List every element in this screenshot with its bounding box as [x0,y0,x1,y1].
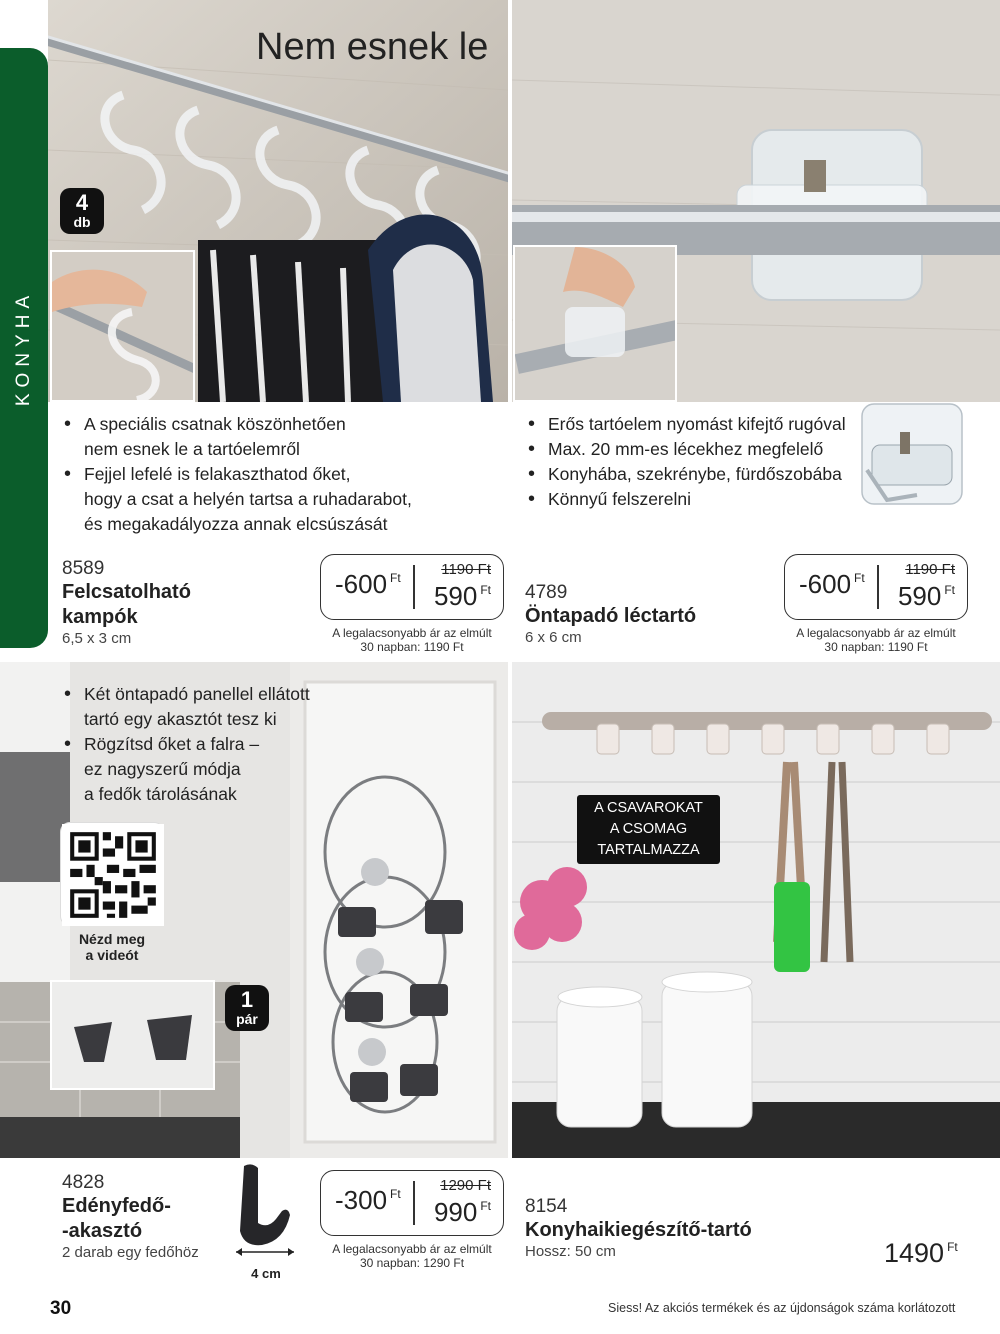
quantity-badge: 4 db [60,188,104,234]
new-price: 990 $^{Ft}$ [433,1197,491,1227]
product-size: 2 darab egy fedőhöz [62,1244,199,1261]
product-3-info [62,1172,199,1261]
discount-amount: -600 $^{Ft}$ [335,569,401,599]
product-3-price-box [320,1170,504,1236]
product-size: Hossz: 50 cm [525,1243,616,1260]
product-2-info [525,582,696,646]
product-4-info [525,1196,752,1260]
discount-amount: -600 $^{Ft}$ [799,569,865,599]
page-headline: Nem esnek le [256,26,489,68]
feature-item: • Fejjel lefelé is felakaszthatod őket, hogy a csat a helyén tartsa a ruhadarabot, és megakadályozza annak elcsúszását [62,462,412,537]
footer-disclaimer: Siess! Az akciós termékek és az újdonságok száma korlátozott [608,1301,956,1315]
qr-caption: Nézd meg a videót [78,931,146,963]
new-price: 590 $^{Ft}$ [433,581,491,611]
feature-item: • Erős tartóelem nyomást kifejtő rugóval [526,412,846,437]
lowest-price-note: A legalacsonyabb ár az elmúlt 30 napban: 1190 Ft [796,626,956,654]
feature-item: • A speciális csatnak köszönhetően nem esnek le a tartóelemről [62,412,412,462]
product-size: 6 x 6 cm [525,629,582,646]
lowest-price-note: A legalacsonyabb ár az elmúlt 30 napban: 1190 Ft [332,626,492,654]
holder-inset-photo [513,245,677,402]
quantity-badge: 1 pár [225,985,269,1031]
product-size: 6,5 x 3 cm [62,630,132,647]
old-price: 1290 Ft [440,1177,491,1194]
product-4-price: 1490 $^{Ft}$ [884,1238,958,1268]
feature-item: • Konyhába, szekrénybe, fürdőszobába [526,462,846,487]
price-divider [413,565,415,609]
feature-item: • Rögzítsd őket a falra – ez nagyszerű módja a fedők tárolásának [62,732,310,807]
feature-item: • Két öntapadó panellel ellátott tartó egy akasztót tesz ki [62,682,310,732]
product-code: 4828 [62,1172,105,1193]
price-divider [877,565,879,609]
product-1-info [62,558,191,647]
product-2-features [526,412,846,512]
holder-product-photo [842,400,967,512]
sidebar-label: KONYHA [13,289,34,407]
lid-holder-inset-photo [50,980,215,1090]
product-1-price-box [320,554,504,620]
product-3-features [62,682,310,807]
hook-dimension-graphic [232,1162,300,1284]
new-price: 590 $^{Ft}$ [897,581,955,611]
product-name: Edényfedő- -akasztó [62,1195,171,1242]
category-sidebar [0,48,48,648]
product-code: 4789 [525,582,568,603]
old-price: 1190 Ft [905,561,955,578]
product-name: Konyhaikiegészítő-tartó [525,1219,752,1241]
price-divider [413,1181,415,1225]
product-name: Öntapadó léctartó [525,605,697,627]
old-price: 1190 Ft [441,561,491,578]
page-number: 30 [50,1298,72,1319]
product-2-price-box [784,554,968,620]
discount-amount: -300 $^{Ft}$ [335,1185,401,1215]
product-code: 8589 [62,558,105,579]
feature-item: • Max. 20 mm-es lécekhez megfelelő [526,437,846,462]
product-name: Felcsatolható kampók [62,581,191,628]
kitchen-rail-photo [512,662,1000,1158]
screws-included-notice: A CSAVAROKAT A CSOMAG TARTALMAZZA [577,795,720,864]
hook-inset-photo [50,250,195,402]
product-1-features [62,412,412,537]
feature-item: • Könnyű felszerelni [526,487,846,512]
qr-code[interactable] [60,822,164,926]
product-code: 8154 [525,1196,568,1217]
hook-width-label: 4 cm [251,1266,281,1281]
lowest-price-note: A legalacsonyabb ár az elmúlt 30 napban: 1290 Ft [332,1242,492,1270]
